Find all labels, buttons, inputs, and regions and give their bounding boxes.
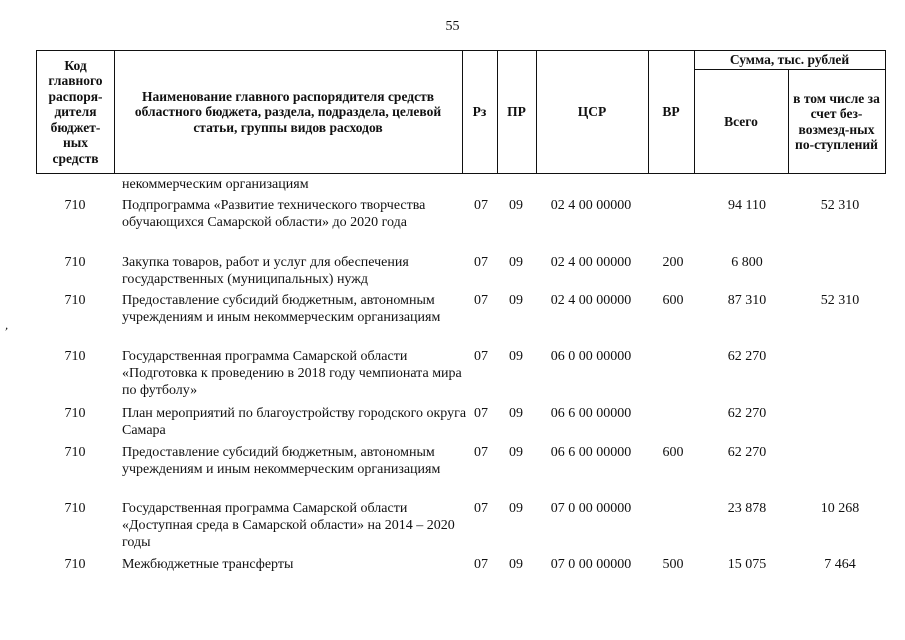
cell-rz: 07 <box>474 349 488 364</box>
cell-code: 710 <box>64 445 86 460</box>
cell-code: 710 <box>64 198 86 213</box>
cell-total: 6 800 <box>731 255 763 270</box>
cell-incl: 52 310 <box>820 198 860 213</box>
cell-pr: 09 <box>509 406 523 421</box>
cell-pr: 09 <box>509 557 523 572</box>
cell-pr: 09 <box>509 445 523 460</box>
cell-csr: 02 4 00 00000 <box>550 255 632 270</box>
cell-total: 62 270 <box>727 349 767 364</box>
cell-vr: 600 <box>662 445 684 460</box>
col-border <box>885 50 886 174</box>
cell-code: 710 <box>64 501 86 516</box>
cell-name: Межбюджетные трансферты <box>122 557 294 572</box>
cell-rz: 07 <box>474 198 488 213</box>
cell-rz: 07 <box>474 293 488 308</box>
cell-csr: 02 4 00 00000 <box>550 198 632 213</box>
cell-name: Предоставление субсидий бюджетным, автономным учреждениям и иным некоммерческим организациям <box>122 445 441 477</box>
cell-name: Закупка товаров, работ и услуг для обеспечения государственных (муниципальных) нужд <box>122 255 409 287</box>
cell-pr: 09 <box>509 198 523 213</box>
cell-name: Государственная программа Самарской области «Доступная среда в Самарской области» на 2014 – 2020 годы <box>122 501 455 550</box>
cell-rz: 07 <box>474 501 488 516</box>
cell-vr: 200 <box>662 255 684 270</box>
cell-name: План мероприятий по благоустройству городского округа Самара <box>122 406 467 438</box>
cell-csr: 06 0 00 00000 <box>550 349 632 364</box>
cell-total: 62 270 <box>727 406 767 421</box>
cell-rz: 07 <box>474 406 488 421</box>
header-vr: ВР <box>662 104 680 120</box>
header-rz: Рз <box>472 104 487 120</box>
cell-rz: 07 <box>474 557 488 572</box>
header-code: Код главного распоря-дителя бюджет-ных средств <box>48 57 103 166</box>
page-number: 55 <box>445 19 460 34</box>
cell-code: 710 <box>64 557 86 572</box>
cell-incl: 10 268 <box>820 501 860 516</box>
header-incl: в том числе за счет без-возмезд-ных по-ступлений <box>793 90 880 152</box>
cell-incl: 52 310 <box>820 293 860 308</box>
cell-rz: 07 <box>474 255 488 270</box>
cell-code: 710 <box>64 255 86 270</box>
cell-total: 87 310 <box>727 293 767 308</box>
continuation-text: некоммерческим организациям <box>122 177 309 192</box>
header-name: Наименование главного распорядителя средств областного бюджета, раздела, подраздела, целевой статьи, группы видов расходов <box>134 88 442 135</box>
cell-name: Государственная программа Самарской области «Подготовка к проведению в 2018 году чемпионата мира по футболу» <box>122 349 462 398</box>
header-pr: ПР <box>507 104 526 120</box>
cell-total: 23 878 <box>727 501 767 516</box>
cell-csr: 06 6 00 00000 <box>550 445 632 460</box>
cell-vr: 600 <box>662 293 684 308</box>
table-header <box>36 50 886 174</box>
cell-csr: 06 6 00 00000 <box>550 406 632 421</box>
header-csr: ЦСР <box>577 104 607 120</box>
cell-pr: 09 <box>509 255 523 270</box>
scan-mark: , <box>4 317 11 333</box>
col-border <box>788 69 789 174</box>
col-border <box>114 50 115 174</box>
cell-csr: 07 0 00 00000 <box>550 557 632 572</box>
cell-name: Подпрограмма «Развитие технического творчества обучающихся Самарской области» до 2020 года <box>122 198 426 230</box>
cell-name: Предоставление субсидий бюджетным, автономным учреждениям и иным некоммерческим организациям <box>122 293 441 325</box>
col-border <box>36 50 37 174</box>
cell-pr: 09 <box>509 293 523 308</box>
cell-incl: 7 464 <box>824 557 856 572</box>
cell-pr: 09 <box>509 349 523 364</box>
cell-csr: 02 4 00 00000 <box>550 293 632 308</box>
header-total: Всего <box>724 113 758 129</box>
cell-vr: 500 <box>662 557 684 572</box>
header-sum: Сумма, тыс. рублей <box>729 51 850 67</box>
cell-code: 710 <box>64 293 86 308</box>
cell-rz: 07 <box>474 445 488 460</box>
cell-code: 710 <box>64 406 86 421</box>
cell-total: 94 110 <box>728 198 766 213</box>
cell-csr: 07 0 00 00000 <box>550 501 632 516</box>
cell-total: 62 270 <box>727 445 767 460</box>
cell-total: 15 075 <box>727 557 767 572</box>
cell-code: 710 <box>64 349 86 364</box>
cell-pr: 09 <box>509 501 523 516</box>
